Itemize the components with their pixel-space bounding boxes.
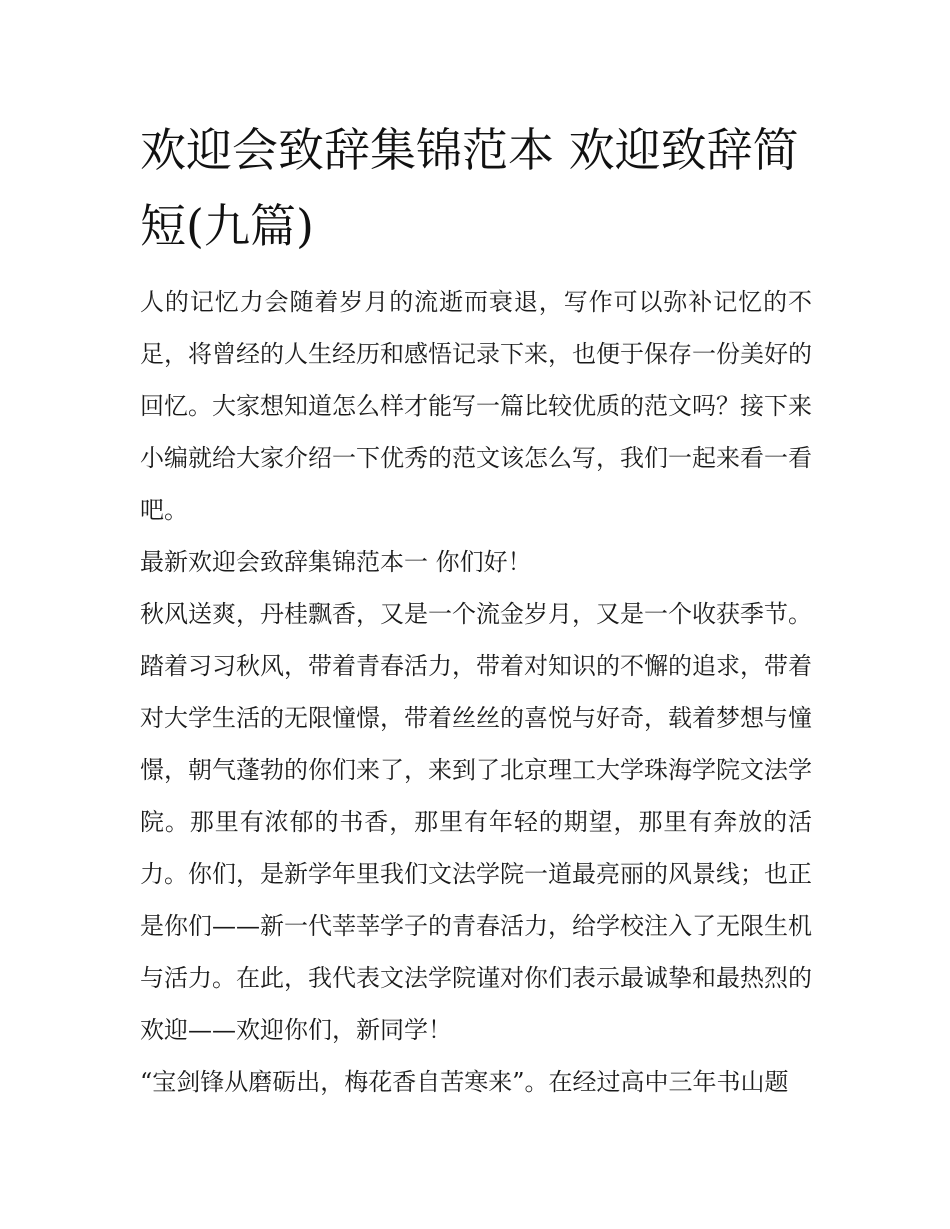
document-content	[140, 112, 812, 1108]
body-paragraph: 秋风送爽，丹桂飘香，又是一个流金岁月，又是一个收获季节。踏着习习秋风，带着青春活力，带着对知识的不懈的追求，带着对大学生活的无限憧憬，带着丝丝的喜悦与好奇，载着梦想与憧憬，朝气蓬勃的你们来了，来到了北京理工大学珠海学院文法学院。那里有浓郁的书香，那里有年轻的期望，那里有奔放的活力。你们，是新学年里我们文法学院一道最亮丽的风景线；也正是你们——新一代莘莘学子的青春活力，给学校注入了无限生机与活力。在此，我代表文法学院谨对你们表示最诚挚和最热烈的欢迎——欢迎你们，新同学！	[140, 600, 812, 1044]
section-heading-paragraph: 最新欢迎会致辞集锦范本一 你们好！	[140, 548, 532, 576]
quote-paragraph: “宝剑锋从磨砺出，梅花香自苦寒来”。在经过高中三年书山题	[140, 1068, 789, 1096]
intro-paragraph: 人的记忆力会随着岁月的流逝而衰退，写作可以弥补记忆的不足，将曾经的人生经历和感悟记录下来，也便于保存一份美好的回忆。大家想知道怎么样才能写一篇比较优质的范文吗？接下来小编就给大家介绍一下优秀的范文该怎么写，我们一起来看一看吧。	[140, 288, 812, 524]
document-title: 欢迎会致辞集锦范本 欢迎致辞简短(九篇)	[140, 123, 799, 253]
